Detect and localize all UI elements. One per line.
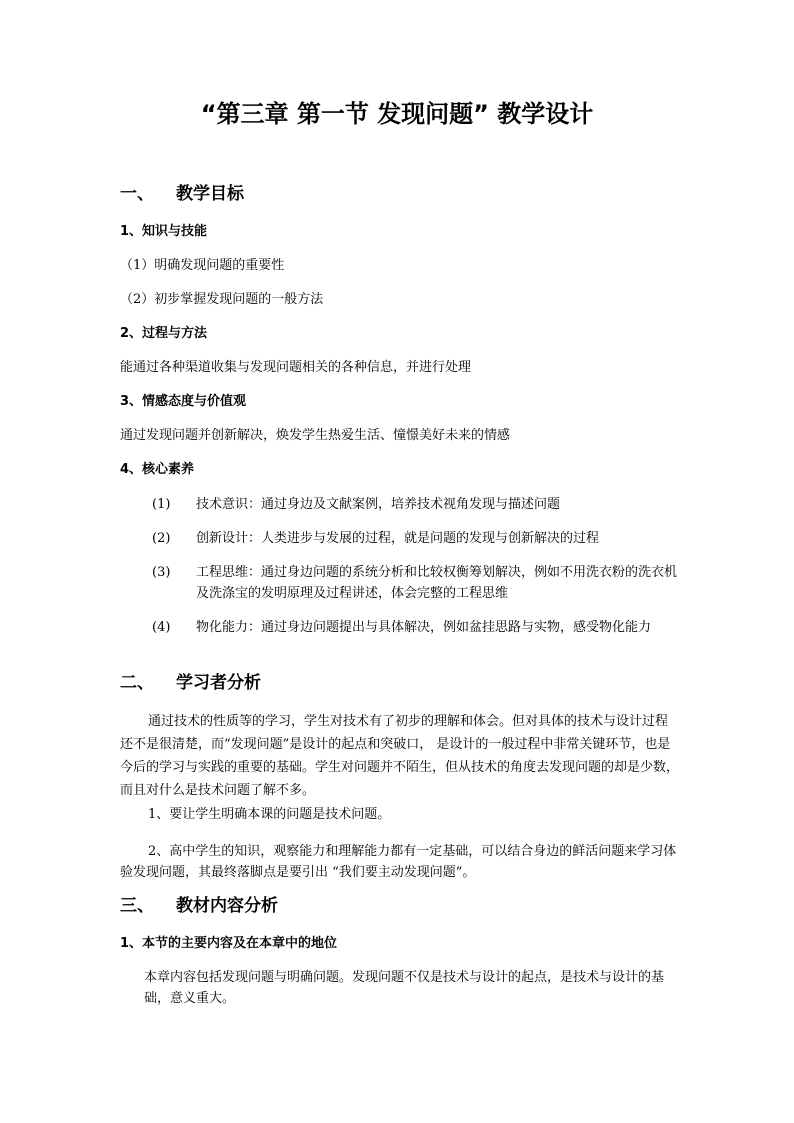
- material-paragraph: 本章内容包括发现问题与明确问题。发现问题不仅是技术与设计的起点，是技术与设计的基础，意义重大。: [144, 970, 665, 1006]
- section-number: 三、: [120, 896, 154, 916]
- section-title: 学习者分析: [176, 673, 261, 693]
- section-number: 一、: [120, 184, 154, 204]
- subheading-core-literacy: 4、核心素养: [120, 462, 195, 477]
- section-title: 教学目标: [176, 184, 244, 204]
- learners-point-2: 2、高中学生的知识，观察能力和理解能力都有一定基础，可以结合身边的鲜活问题来学习体验发现问题，其最终落脚点是要引出 “我们要主动发现问题”。: [120, 844, 677, 880]
- section-heading-learners: [120, 671, 261, 695]
- process-method-text: 能通过各种渠道收集与发现问题相关的各种信息，并进行处理: [120, 360, 472, 375]
- section-heading-material: [120, 894, 278, 918]
- item-text: 技术意识：通过身边及文献案例，培养技术视角发现与描述问题: [196, 497, 561, 512]
- core-literacy-item: [152, 528, 680, 549]
- item-text: 工程思维：通过身边问题的系统分析和比较权衡筹划解决，例如不用洗衣粉的洗衣机及洗涤宝的发明原理及过程讲述，体会完整的工程思维: [196, 565, 678, 601]
- item-text: 物化能力：通过身边问题提出与具体解决，例如盆挂思路与实物，感受物化能力: [196, 620, 652, 635]
- objective-item-2: （2）初步掌握发现问题的一般方法: [120, 292, 324, 307]
- core-literacy-item: [152, 494, 680, 515]
- subheading-attitude-values: 3、情感态度与价值观: [120, 394, 247, 409]
- item-marker: (4): [152, 620, 171, 635]
- learners-point-1: 1、要让学生明确本课的问题是技术问题。: [148, 807, 391, 822]
- section-title: 教材内容分析: [176, 896, 278, 916]
- item-marker: (2): [152, 531, 171, 546]
- subheading-process-method: 2、过程与方法: [120, 326, 208, 341]
- subheading-knowledge-skills: 1、知识与技能: [120, 224, 208, 239]
- objective-item-1: （1）明确发现问题的重要性: [120, 258, 285, 273]
- document-title: “第三章 第一节 发现问题” 教学设计: [200, 100, 594, 128]
- subheading-main-content: 1、本节的主要内容及在本章中的地位: [120, 936, 338, 951]
- core-literacy-item: [152, 562, 680, 604]
- section-number: 二、: [120, 673, 154, 693]
- item-text: 创新设计：人类进步与发展的过程，就是问题的发现与创新解决的过程: [196, 531, 600, 546]
- learners-paragraph: 通过技术的性质等的学习，学生对技术有了初步的理解和体会。但对具体的技术与设计过程还不是很清楚，而“发现问题”是设计的起点和突破口， 是设计的一般过程中非常关键环节，也是今后的学习与实践的重要的基础。学生对问题并不陌生，但从技术的角度去发现问题的却是少数，而且对什么是技术问题了解不多。: [120, 714, 680, 798]
- item-marker: (3): [152, 565, 171, 580]
- item-marker: (1): [152, 497, 171, 512]
- section-heading-objectives: [120, 182, 244, 206]
- core-literacy-item: [152, 617, 680, 638]
- attitude-values-text: 通过发现问题并创新解决，焕发学生热爱生活、憧憬美好未来的情感: [120, 428, 511, 443]
